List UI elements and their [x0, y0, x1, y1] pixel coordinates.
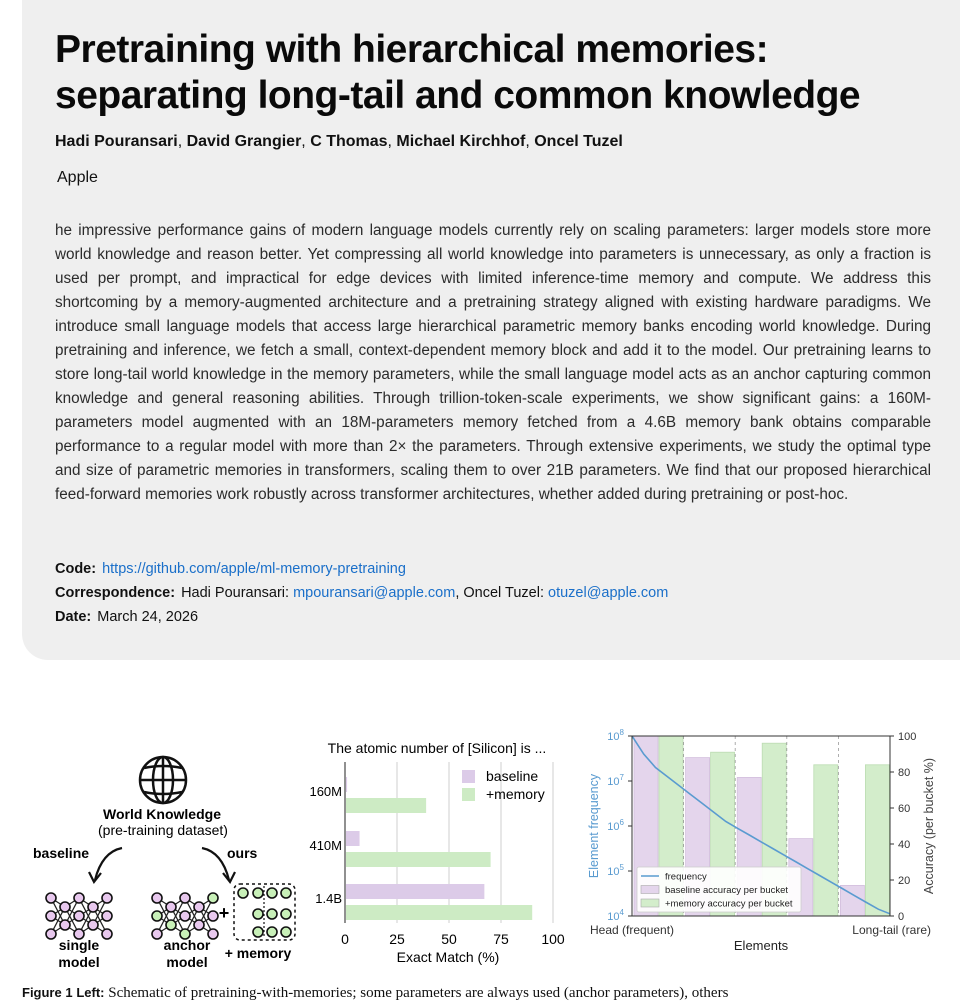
legend	[637, 867, 801, 912]
x-tick-label: 50	[441, 931, 457, 947]
memory-node	[253, 909, 263, 919]
left-tick-label: $10^4$	[607, 908, 624, 923]
bar	[346, 777, 347, 792]
author: Hadi Pouransari	[55, 133, 178, 150]
memory-node	[281, 888, 291, 898]
paper-title: Pretraining with hierarchical memories: separating long-tail and common knowledge	[55, 28, 861, 117]
left-tick-labels	[607, 728, 632, 923]
bar	[346, 798, 426, 813]
anchor-model-network	[152, 893, 218, 939]
network-node	[102, 929, 112, 939]
correspondence-line: Correspondence: Hadi Pouransari: mpouransari@apple.com, Oncel Tuzel: otuzel@apple.com	[55, 585, 669, 601]
network-node	[88, 920, 98, 930]
head-label: Head (frequent)	[590, 923, 675, 937]
code-label: Code:	[55, 561, 97, 577]
network-node	[152, 929, 162, 939]
figure-caption	[22, 985, 960, 1002]
memory-node	[238, 888, 248, 898]
legend-swatch	[462, 788, 475, 801]
globe-icon	[140, 757, 186, 803]
correspondent-name: Hadi Pouransari:	[181, 585, 290, 601]
x-axis-label: Exact Match (%)	[396, 949, 500, 965]
author-list: Hadi Pouransari, David Grangier, C Thomas, Michael Kirchhof, Oncel Tuzel	[55, 133, 623, 150]
code-link[interactable]: https://github.com/apple/ml-memory-pretraining	[102, 561, 406, 577]
memory-bar	[865, 765, 889, 916]
memory-node	[281, 909, 291, 919]
plus-sign: +	[218, 903, 230, 923]
left-tick-label: $10^7$	[607, 773, 624, 788]
code-line	[55, 561, 406, 577]
right-axis-label: Accuracy (per bucket %)	[922, 757, 936, 895]
figure-1	[0, 700, 960, 1000]
left-tick-label: $10^6$	[607, 818, 624, 833]
right-tick-label: 20	[898, 875, 911, 887]
memory-node	[267, 888, 277, 898]
caption-lead: Left:	[76, 985, 105, 1000]
single-model-network	[46, 893, 112, 939]
bar	[346, 831, 360, 846]
left-tick-label: $10^8$	[607, 728, 624, 743]
network-node	[102, 911, 112, 921]
email-link[interactable]: mpouransari@apple.com	[293, 585, 456, 601]
date-label: Date:	[55, 609, 92, 625]
affiliation: Apple	[57, 169, 98, 186]
x-tick-label: 0	[341, 931, 349, 947]
chart-title: The atomic number of [Silicon] is ...	[327, 740, 547, 756]
memory-label: + memory	[224, 945, 292, 961]
memory-node	[267, 927, 277, 937]
right-tick-label: 100	[898, 731, 917, 743]
ours-arrow-label: ours	[227, 845, 258, 861]
anchor-model-label: anchor	[163, 937, 211, 953]
legend-swatch	[641, 899, 659, 907]
right-tick-label: 80	[898, 767, 911, 779]
network-node	[152, 893, 162, 903]
network-node	[208, 911, 218, 921]
network-node	[152, 911, 162, 921]
date-value: March 24, 2026	[97, 609, 199, 625]
correspondence-label: Correspondence:	[55, 585, 176, 601]
x-axis-label: Elements	[733, 938, 789, 953]
memory-node	[267, 909, 277, 919]
legend-swatch	[641, 886, 659, 894]
legend	[462, 768, 545, 802]
author: David Grangier	[186, 133, 302, 150]
category-label: 160M	[309, 784, 342, 799]
world-knowledge-label: World Knowledge	[103, 806, 221, 822]
legend-swatch	[462, 770, 475, 783]
legend-label: frequency	[665, 871, 707, 883]
author: Oncel Tuzel	[534, 133, 623, 150]
email-link[interactable]: otuzel@apple.com	[548, 585, 669, 601]
right-tick-labels	[890, 731, 916, 923]
frequency-accuracy-chart	[587, 728, 936, 953]
category-label: 410M	[309, 838, 342, 853]
x-tick-label: 100	[541, 931, 565, 947]
network-node	[166, 902, 176, 912]
caption-label: Figure 1	[22, 985, 73, 1000]
network-node	[60, 902, 70, 912]
network-node	[180, 893, 190, 903]
single-model-label-2: model	[58, 954, 100, 970]
network-node	[166, 920, 176, 930]
memory-node	[253, 888, 263, 898]
x-tick-label: 25	[389, 931, 405, 947]
network-node	[102, 893, 112, 903]
abstract: he impressive performance gains of modern language models currently rely on scaling parameters: larger models store more world knowledge and reason better. Yet compressing all world knowledge into parameters is unnecessary, as only a fraction is used per prompt, and impractical for edge devices with limited inference-time memory and compute. We address this shortcoming by a memory-augmented architecture and a pretraining strategy aligned with existing hardware paradigms. We introduce small language models that access large hierarchical parametric memory banks encoding world knowledge. During pretraining and inference, we fetch a small, context-dependent memory block and add it to the model. Our pretraining learns to store long-tail world knowledge in the memory parameters, while the small language model acts as an anchor capturing common knowledge and general reasoning abilities. Through trillion-token-scale experiments, we show significant gains: a 160M-parameters model augmented with an 18M-parameters memory fetched from a 4.6B memory bank obtains comparable performance to a regular model with more than 2× the parameters. Through extensive experiments, we study the optimal type and size of parametric memories in transformers, scaling them to over 21B parameters. We find that our proposed hierarchical feed-forward memories work robustly across transformer architectures, whether added during pretraining or post-hoc.	[55, 222, 931, 503]
bar	[346, 884, 484, 899]
network-node	[180, 911, 190, 921]
legend-label: baseline accuracy per bucket	[665, 885, 789, 896]
single-model-label: single	[58, 937, 100, 953]
right-tick-label: 0	[898, 911, 905, 923]
network-node	[74, 893, 84, 903]
left-axis-label: Element frequency	[587, 773, 601, 879]
network-node	[194, 902, 204, 912]
caption-text: Schematic of pretraining-with-memories; some parameters are always used (anchor parameters), others	[108, 985, 729, 1001]
memory-grid	[238, 886, 291, 938]
legend-label: baseline	[486, 768, 539, 784]
date-line	[55, 609, 198, 625]
schematic	[33, 757, 295, 970]
legend-label: +memory	[486, 786, 545, 802]
right-tick-label: 60	[898, 803, 911, 815]
memory-bar	[814, 765, 838, 916]
network-node	[46, 893, 56, 903]
bar	[346, 905, 532, 920]
category-label: 1.4B	[315, 891, 342, 906]
x-tick-label: 75	[493, 931, 509, 947]
network-node	[46, 911, 56, 921]
correspondent-name: Oncel Tuzel:	[463, 585, 544, 601]
world-knowledge-sub: (pre-training dataset)	[98, 822, 228, 838]
bar	[346, 852, 491, 867]
author: C Thomas	[310, 133, 388, 150]
network-node	[60, 920, 70, 930]
baseline-arrow-label: baseline	[33, 845, 90, 861]
legend-label: +memory accuracy per bucket	[665, 898, 793, 910]
memory-node	[253, 927, 263, 937]
memory-node	[281, 927, 291, 937]
left-tick-label: $10^5$	[607, 863, 624, 878]
right-tick-label: 40	[898, 839, 911, 851]
network-node	[74, 911, 84, 921]
exact-match-chart	[309, 740, 564, 965]
figure-svg	[0, 700, 960, 1000]
x-tick-labels	[341, 931, 565, 947]
tail-label: Long-tail (rare)	[852, 923, 931, 937]
author: Michael Kirchhof	[396, 133, 526, 150]
anchor-model-label-2: model	[166, 954, 208, 970]
category-labels	[309, 784, 342, 906]
network-node	[46, 929, 56, 939]
network-node	[88, 902, 98, 912]
network-node	[194, 920, 204, 930]
network-node	[208, 893, 218, 903]
